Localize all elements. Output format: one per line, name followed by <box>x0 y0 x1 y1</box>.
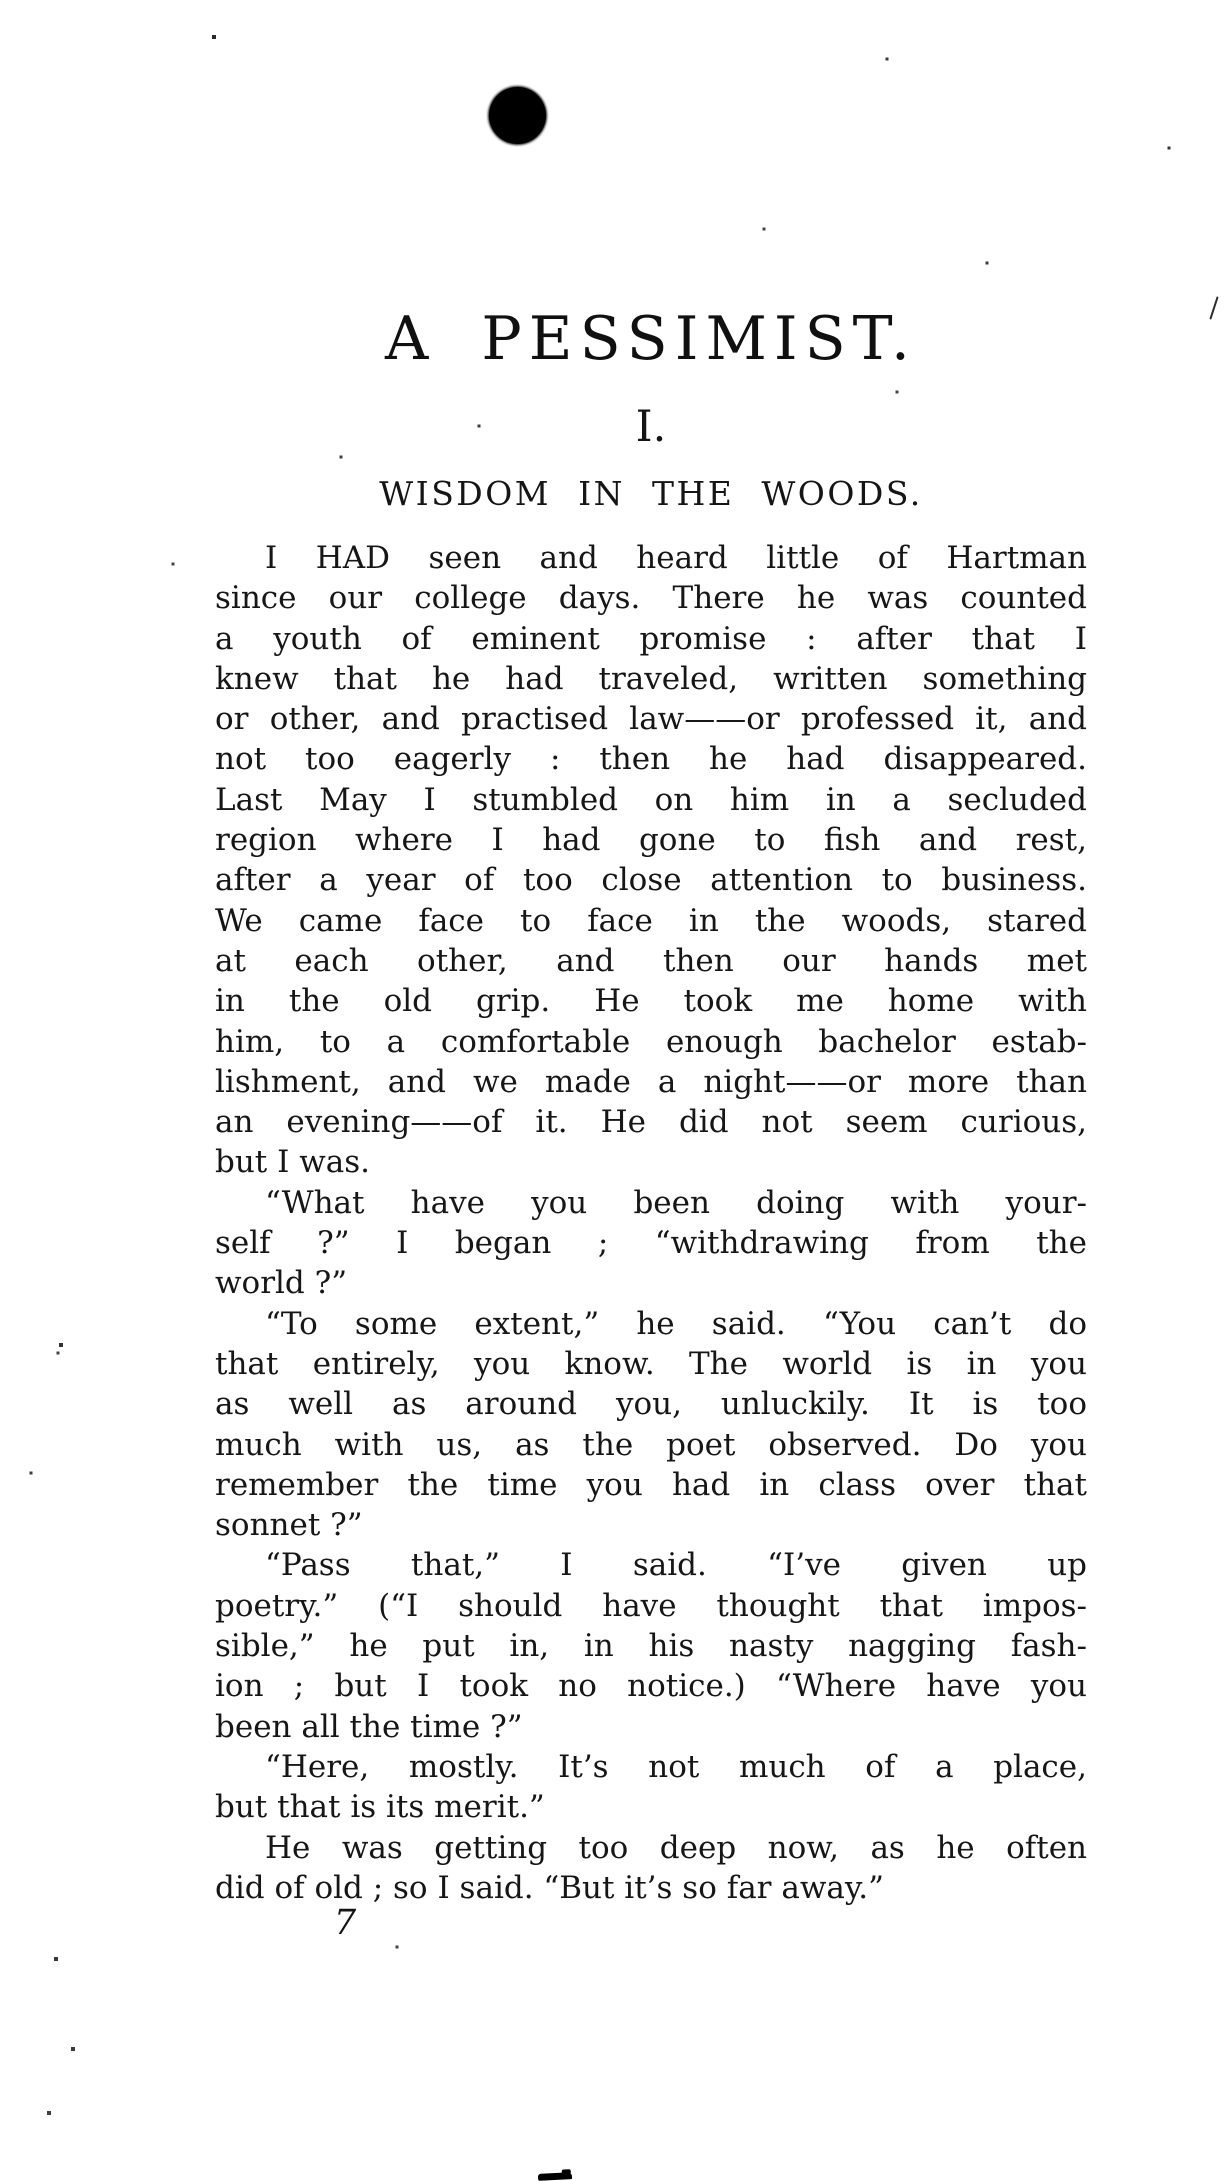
text-line: remember the time you had in class over that <box>215 1466 1087 1503</box>
text-line: in the old grip. He took me home with <box>215 983 1087 1020</box>
text-line: world ?” <box>215 1265 348 1302</box>
book-title: A PESSIMIST. <box>385 304 917 374</box>
text-line: knew that he had traveled, written something <box>215 660 1087 697</box>
paragraph-5 <box>215 1747 1087 1828</box>
text-line: Last May I stumbled on him in a secluded <box>215 781 1087 818</box>
text-line: a youth of eminent promise : after that I <box>215 620 1087 657</box>
scan-artifact-bottom-smudge <box>538 2172 572 2181</box>
text-line: been all the time ?” <box>215 1708 523 1745</box>
text-line: but I was. <box>215 1144 370 1181</box>
scan-artifact-edge-tick <box>1209 296 1218 319</box>
text-line: “What have you been doing with your- <box>265 1184 1087 1221</box>
text-line: lishment, and we made a night——or more than <box>215 1063 1087 1100</box>
text-line: sonnet ?” <box>215 1507 363 1544</box>
text-line: ion ; but I took no notice.) “Where have you <box>215 1668 1087 1705</box>
paragraph-1 <box>215 538 1087 1183</box>
text-line: “Here, mostly. It’s not much of a place, <box>265 1748 1087 1785</box>
text-line: him, to a comfortable enough bachelor estab- <box>215 1023 1087 1060</box>
text-line: “Pass that,” I said. “I’ve given up <box>265 1547 1087 1584</box>
text-line: region where I had gone to fish and rest, <box>215 822 1087 859</box>
text-line: poetry.” (“I should have thought that impos- <box>215 1587 1087 1624</box>
text-line: did of old ; so I said. “But it’s so far away.” <box>215 1869 884 1906</box>
paragraph-6 <box>215 1828 1087 1909</box>
paragraph-3 <box>215 1304 1087 1546</box>
text-line: sible,” he put in, in his nasty nagging fash- <box>215 1628 1087 1665</box>
text-line: as well as around you, unluckily. It is too <box>215 1386 1087 1423</box>
text-line: He was getting too deep now, as he often <box>265 1829 1087 1866</box>
text-line: not too eagerly : then he had disappeared. <box>215 741 1087 778</box>
paragraph-4 <box>215 1545 1087 1746</box>
text-line: but that is its merit.” <box>215 1789 545 1826</box>
chapter-number: I. <box>635 402 667 452</box>
text-line: after a year of too close attention to business. <box>215 862 1087 899</box>
scan-artifact-ink-blot <box>489 87 546 144</box>
text-line: much with us, as the poet observed. Do you <box>215 1426 1087 1463</box>
text-line: at each other, and then our hands met <box>215 942 1087 979</box>
text-line: self ?” I began ; “withdrawing from the <box>215 1225 1087 1262</box>
body-text <box>215 538 1087 1908</box>
text-line: or other, and practised law——or professed it, and <box>215 701 1087 738</box>
text-line: that entirely, you know. The world is in you <box>215 1345 1087 1382</box>
page-number: 7 <box>333 1903 357 1943</box>
paragraph-2 <box>215 1183 1087 1304</box>
chapter-title: WISDOM IN THE WOODS. <box>379 474 923 513</box>
text-line: We came face to face in the woods, stared <box>215 902 1087 939</box>
text-line: “To some extent,” he said. “You can’t do <box>265 1305 1087 1342</box>
text-line: an evening——of it. He did not seem curious, <box>215 1104 1087 1141</box>
text-line: since our college days. There he was counted <box>215 580 1087 617</box>
text-line: I HAD seen and heard little of Hartman <box>265 540 1087 576</box>
scan-noise-speckles <box>0 0 2 2</box>
